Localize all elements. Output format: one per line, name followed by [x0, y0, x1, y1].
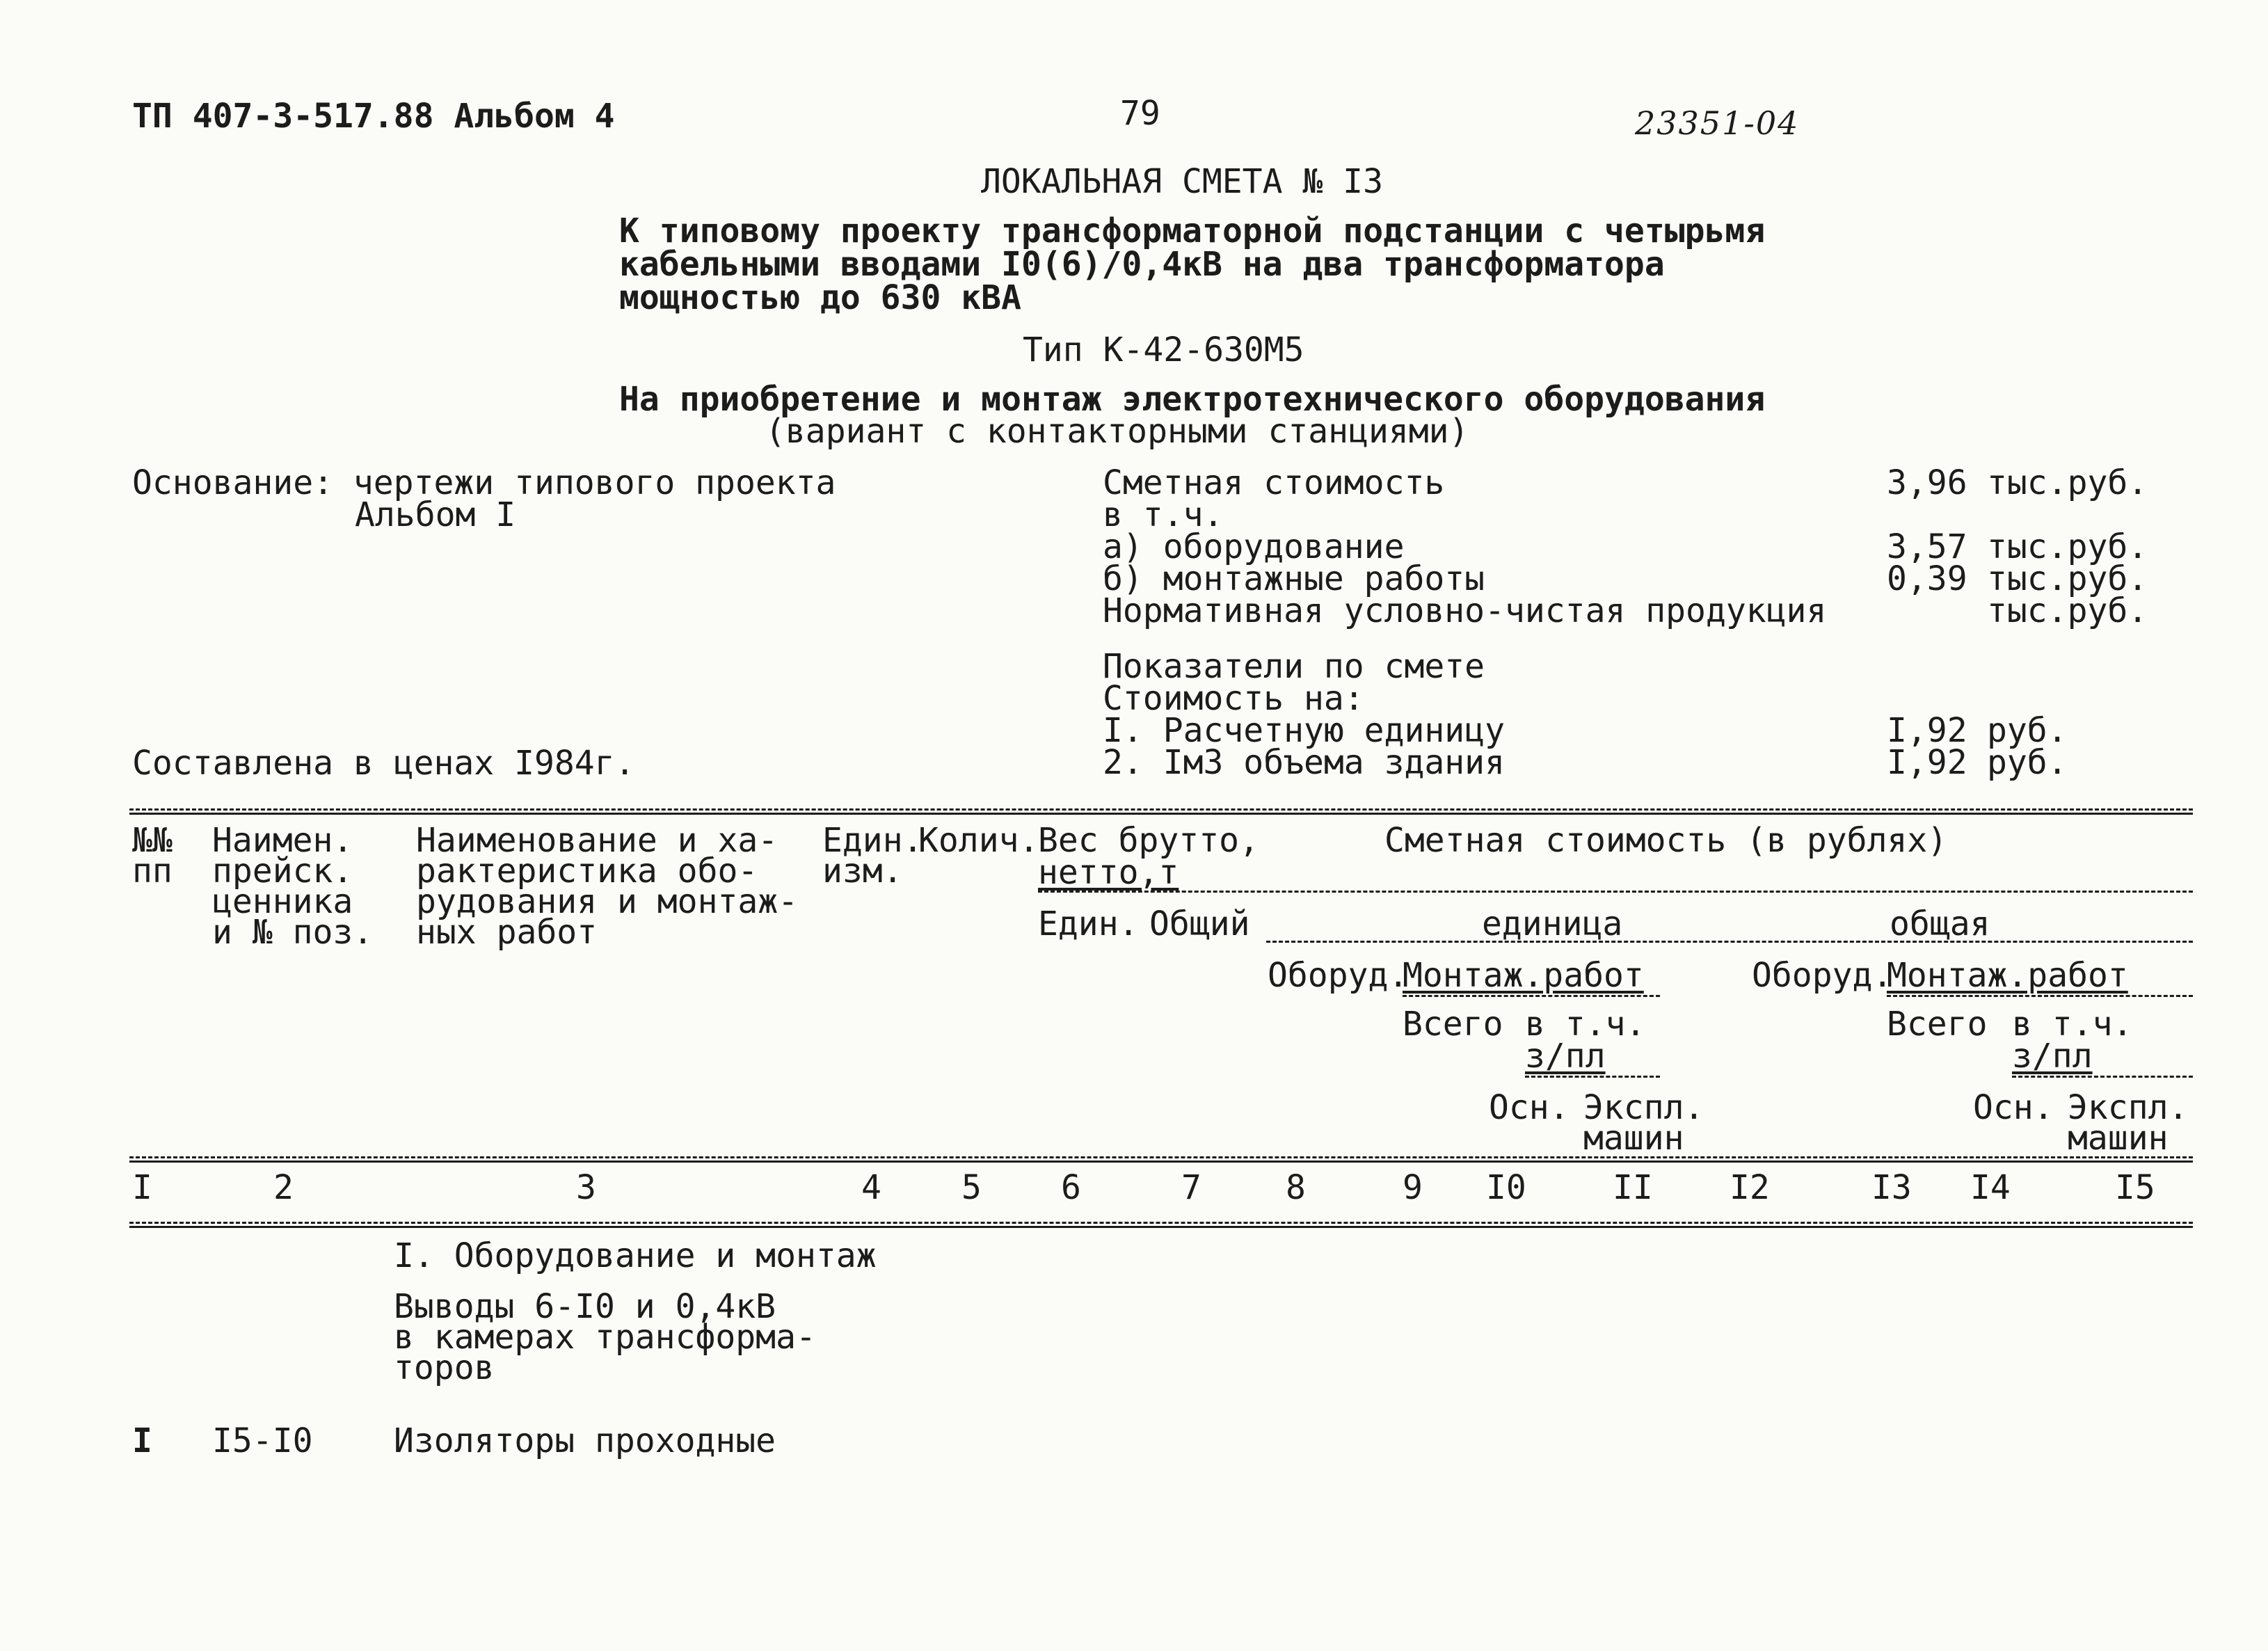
column-number: I2 [1730, 1168, 1770, 1207]
estimated-cost-value: 3,96 [1887, 463, 1967, 502]
header-bottom-rule-inner [129, 1161, 2193, 1163]
header-bottom-rule [129, 1156, 2193, 1158]
col-header-unit-group: единица [1482, 904, 1623, 943]
col-header-estimated-cost: Сметная стоимость (в рублях) [1384, 821, 1948, 860]
column-number: I3 [1871, 1168, 1912, 1207]
purpose-line-1: На приобретение и монтаж электротехнического оборудования [619, 380, 1766, 419]
header-rule-2 [1266, 941, 2193, 943]
col-header-total-including: в т.ч. [2012, 1005, 2133, 1044]
col-header-total-group: общая [1890, 904, 1990, 943]
col-header-quantity: Колич. [918, 821, 1039, 860]
cost-per-label: Стоимость на: [1103, 679, 1364, 718]
col-header-total-wages: з/пл [2012, 1037, 2093, 1076]
header-rule-4a [1525, 1076, 1660, 1078]
estimate-title: ЛОКАЛЬНАЯ СМЕТА № I3 [981, 162, 1383, 201]
installation-unit: тыс.руб. [1987, 559, 2148, 598]
album-reference: ТП 407-3-517.88 Альбом 4 [132, 97, 615, 136]
including-label: в т.ч. [1103, 495, 1224, 534]
equipment-unit: тыс.руб. [1987, 527, 2148, 566]
row-number: I [132, 1421, 152, 1460]
col-header-unit-equipment: Оборуд. [1268, 956, 1409, 995]
per-unit-unit: руб. [1987, 711, 2068, 750]
column-number: 7 [1181, 1168, 1201, 1207]
header-rule-3a [1403, 995, 1660, 997]
net-output-label: Нормативная условно-чистая продукция [1103, 591, 1827, 630]
column-number: 2 [273, 1168, 294, 1207]
table-top-rule [129, 808, 2193, 811]
column-number: 3 [576, 1168, 596, 1207]
col-header-total-basic: Осн. [1973, 1088, 2054, 1127]
col-header-weight-unit: Един. [1038, 904, 1139, 943]
per-volume-value: I,92 [1887, 743, 1967, 782]
col-header-unit: Един. изм. [822, 821, 923, 891]
col-header-unit-installation: Монтаж.работ [1403, 956, 1644, 995]
column-number: 8 [1286, 1168, 1306, 1207]
indicators-label: Показатели по смете [1103, 647, 1485, 686]
net-output-unit: тыс.руб. [1987, 591, 2148, 630]
column-numbers-rule [129, 1222, 2193, 1224]
column-number: 6 [1061, 1168, 1081, 1207]
col-header-unit-including: в т.ч. [1525, 1005, 1646, 1044]
header-rule-4b [2012, 1076, 2193, 1078]
price-level: Составлена в ценах I984г. [132, 744, 635, 783]
page-number: 79 [1120, 94, 1160, 133]
basis-label: Основание: чертежи типового проекта [132, 463, 836, 502]
project-line-2: кабельными вводами I0(6)/0,4кВ на два трансформатора [619, 245, 1665, 284]
column-number: 9 [1403, 1168, 1423, 1207]
column-number: I [132, 1168, 152, 1207]
per-unit-label: I. Расчетную единицу [1103, 711, 1505, 750]
installation-label: б) монтажные работы [1103, 559, 1485, 598]
header-rule-1 [1038, 891, 2193, 893]
column-number: I0 [1486, 1168, 1526, 1207]
col-header-total-equipment: Оборуд. [1752, 956, 1893, 995]
estimated-cost-unit: тыс.руб. [1987, 463, 2148, 502]
col-header-total-machines: Экспл. машин [2068, 1088, 2189, 1158]
substation-type: Тип К-42-630М5 [1023, 330, 1304, 369]
header-rule-3b [1887, 995, 2193, 997]
inventory-number: 23351-04 [1635, 104, 1800, 142]
col-header-total-total: Всего [1887, 1005, 1988, 1044]
per-unit-value: I,92 [1887, 711, 1967, 750]
column-number: 5 [961, 1168, 982, 1207]
col-header-total-installation: Монтаж.работ [1887, 956, 2128, 995]
col-header-number: №№ пп [132, 821, 173, 891]
table-top-rule-inner [129, 813, 2193, 815]
col-header-unit-total: Всего [1403, 1005, 1503, 1044]
col-header-weight-net: нетто,т [1038, 853, 1179, 892]
column-number: I5 [2115, 1168, 2155, 1207]
basis-album: Альбом I [355, 495, 516, 534]
installation-value: 0,39 [1887, 559, 1967, 598]
col-header-weight: Вес брутто, [1038, 821, 1259, 860]
project-line-3: мощностью до 630 кВА [619, 278, 1021, 317]
project-line-1: К типовому проекту трансформаторной подстанции с четырьмя [619, 212, 1766, 250]
purpose-line-2: (вариант с контакторными станциями) [765, 412, 1469, 451]
equipment-value: 3,57 [1887, 527, 1967, 566]
section-title: I. Оборудование и монтаж [394, 1236, 877, 1275]
subsection-title: Выводы 6-I0 и 0,4кВ в камерах трансформа- торов [394, 1287, 816, 1387]
column-numbers-rule-inner [129, 1226, 2193, 1228]
col-header-unit-basic: Осн. [1489, 1088, 1570, 1127]
estimated-cost-label: Сметная стоимость [1103, 463, 1445, 502]
row-price-code: I5-I0 [212, 1421, 313, 1460]
col-header-unit-machines: Экспл. машин [1583, 1088, 1704, 1158]
equipment-label: а) оборудование [1103, 527, 1405, 566]
column-number: 4 [861, 1168, 881, 1207]
col-header-price-code: Наимен. прейск. ценника и № поз. [212, 821, 374, 952]
row-description: Изоляторы проходные [394, 1421, 776, 1460]
col-header-weight-total: Общий [1149, 904, 1250, 943]
per-volume-unit: руб. [1987, 743, 2068, 782]
col-header-description: Наименование и ха- рактеристика обо- рудования и монтаж- ных работ [416, 821, 799, 952]
col-header-unit-wages: з/пл [1525, 1037, 1606, 1076]
per-volume-label: 2. IмЗ объема здания [1103, 743, 1505, 782]
column-number: I4 [1970, 1168, 2011, 1207]
column-number: II [1613, 1168, 1653, 1207]
